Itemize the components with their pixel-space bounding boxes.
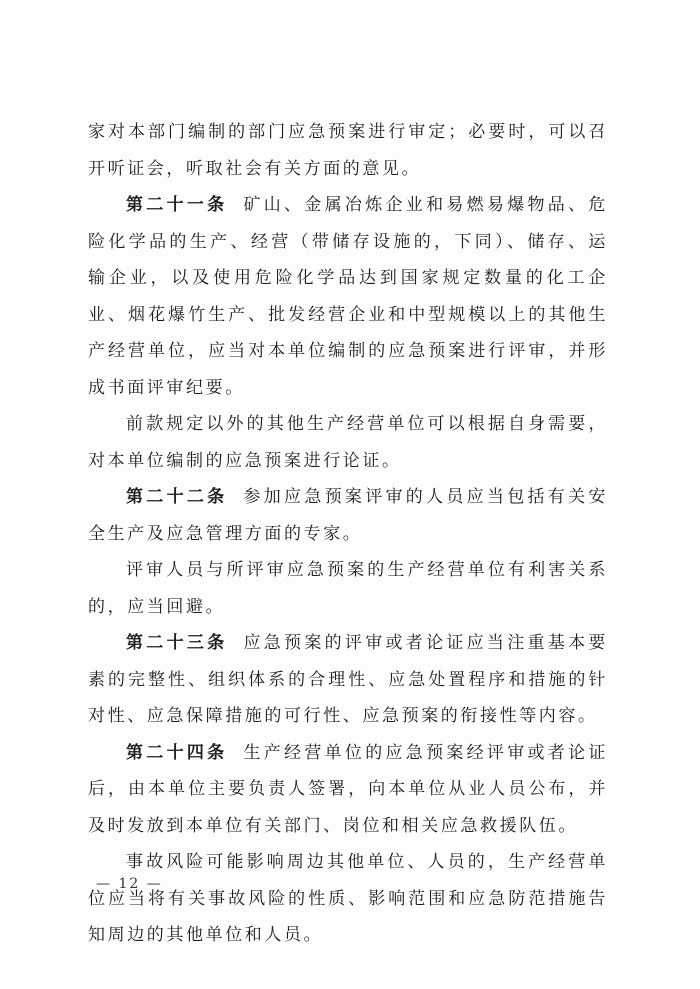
article-21-clause-2 (88, 406, 608, 479)
article-number: 第二十四条 (126, 742, 228, 763)
article-24-clause-2 (88, 844, 608, 954)
paragraph-text: 矿山、金属冶炼企业和易燃易爆物品、危险化学品的生产、经营（带储存设施的，下同）、储存、运输企业，以及使用危险化学品达到国家规定数量的化工企业、烟花爆竹生产、批发经营企业和中型规模以上的其他生产经营单位，应当对本单位编制的应急预案进行评审，并形成书面评审纪要。 (88, 195, 608, 398)
article-number: 第二十三条 (126, 633, 228, 653)
paragraph-text: 参加应急预案评审的人员应当包括有关安全生产及应急管理方面的专家。 (88, 487, 608, 544)
article-number: 第二十一条 (126, 195, 228, 215)
paragraph-text: 事故风险可能影响周边其他单位、人员的，生产经营单位应当将有关事故风险的性质、影响范围和应急防范措施告知周边的其他单位和人员。 (88, 852, 608, 945)
article-21-paragraph (88, 187, 608, 406)
paragraph-text: 家对本部门编制的部门应急预案进行审定；必要时，可以召开听证会，听取社会有关方面的意见。 (88, 122, 608, 179)
document-body (88, 114, 608, 954)
paragraph-continuation (88, 114, 608, 187)
article-22-clause-2 (88, 552, 608, 625)
article-24-paragraph (88, 735, 608, 845)
paragraph-text: 应急预案的评审或者论证应当注重基本要素的完整性、组织体系的合理性、应急处置程序和措施的针对性、应急保障措施的可行性、应急预案的衔接性等内容。 (88, 633, 608, 726)
article-number: 第二十二条 (126, 487, 228, 507)
paragraph-text: 生产经营单位的应急预案经评审或者论证后，由本单位主要负责人签署，向本单位从业人员公布，并及时发放到本单位有关部门、岗位和相关应急救援队伍。 (88, 742, 608, 836)
article-22-paragraph (88, 479, 608, 552)
page-number: — 12 — (96, 876, 163, 892)
article-23-paragraph (88, 625, 608, 735)
paragraph-text: 评审人员与所评审应急预案的生产经营单位有利害关系的，应当回避。 (88, 560, 608, 617)
paragraph-text: 前款规定以外的其他生产经营单位可以根据自身需要，对本单位编制的应急预案进行论证。 (88, 414, 608, 471)
